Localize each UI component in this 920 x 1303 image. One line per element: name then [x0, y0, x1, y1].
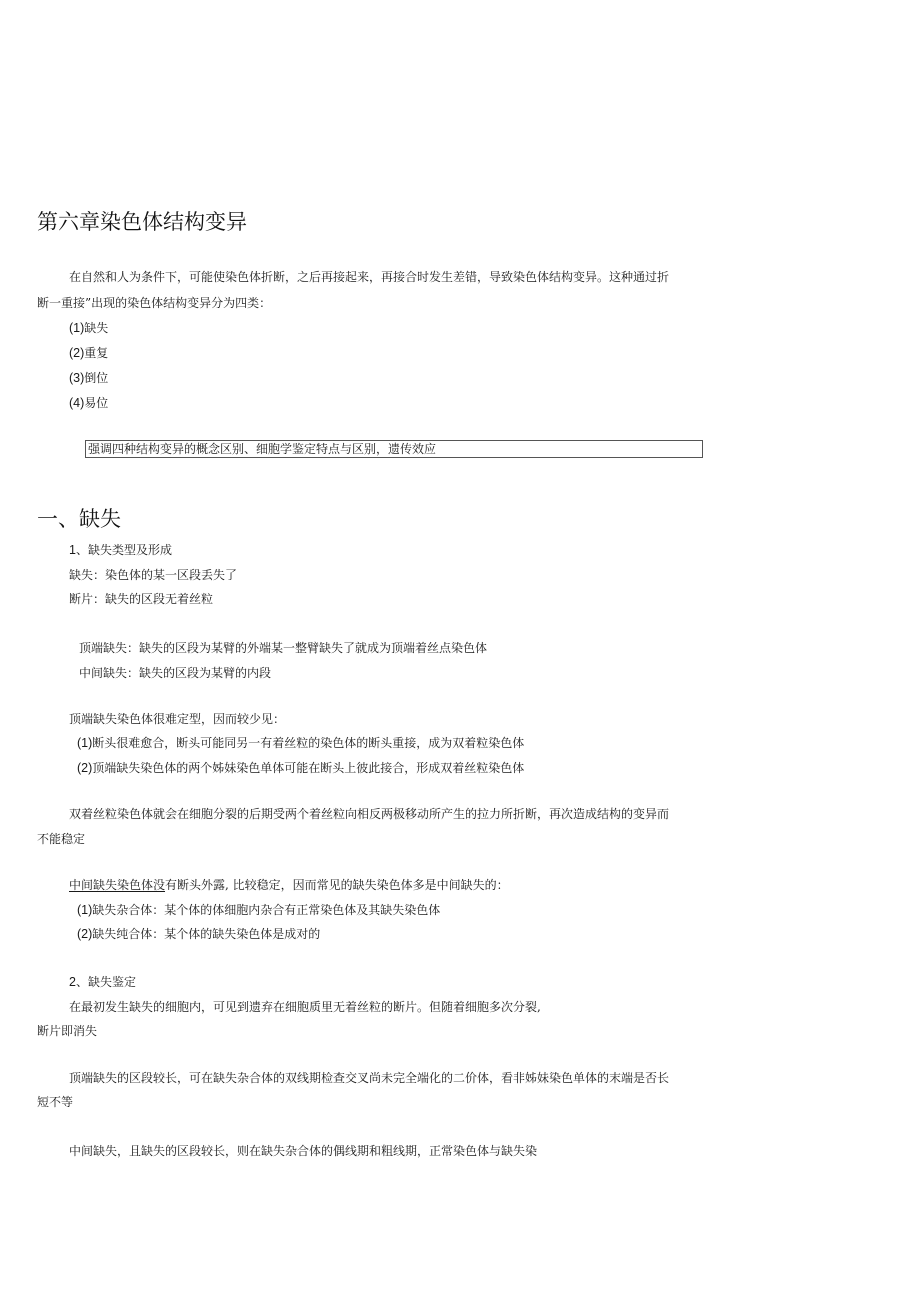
dicentric-line-2: 不能稳定: [37, 832, 86, 846]
dicentric-line-1: 双着丝粒染色体就会在细胞分裂的后期受两个着丝粒向相反两极移动所产生的拉力所折断，再次造成结构的变异而: [69, 807, 670, 821]
type-item-4: (4)易位: [69, 396, 109, 410]
intro-line-2: 断一重接”出现的染色体结构变异分为四类：: [37, 296, 272, 310]
subsection-2-heading: 2、缺失鉴定: [69, 975, 136, 989]
interstitial-deletion-definition: 中间缺失：缺失的区段为某臂的内段: [79, 666, 272, 680]
interstitial-stable-note: 中间缺失染色体没有断头外露, 比较稳定，因而常见的缺失染色体多是中间缺失的：: [69, 878, 509, 892]
unstable-item-2: (2)顶端缺失染色体的两个姊妹染色单体可能在断头上彼此接合，形成双着丝粒染色体: [77, 761, 525, 775]
intro-line-1: 在自然和人为条件下，可能使染色体折断，之后再接起来，再接合时发生差错，导致染色体结构变异。这种通过折: [69, 270, 670, 284]
section-heading-deletion: 一、缺失: [37, 507, 121, 531]
carrier-item-2: (2)缺失纯合体：某个体的缺失染色体是成对的: [77, 927, 321, 941]
subsection-1-heading: 1、缺失类型及形成: [69, 543, 172, 557]
identification-line-2: 断片即消失: [37, 1024, 98, 1038]
interstitial-identification-line: 中间缺失，且缺失的区段较长，则在缺失杂合体的偶线期和粗线期，正常染色体与缺失染: [69, 1144, 538, 1158]
terminal-unstable-note: 顶端缺失染色体很难定型，因而较少见：: [69, 712, 286, 726]
terminal-identification-line-1: 顶端缺失的区段较长，可在缺失杂合体的双线期检查交叉尚未完全端化的二价体，看非姊妹染色单体的末端是否长: [69, 1071, 670, 1085]
unstable-item-1: (1)断头很难愈合，断头可能同另一有着丝粒的染色体的断头重接，成为双着粒染色体: [77, 736, 525, 750]
underlined-phrase: 中间缺失染色体没: [69, 878, 166, 892]
deletion-definition: 缺失：染色体的某一区段丢失了: [69, 568, 238, 582]
type-item-1: (1)缺失: [69, 321, 109, 335]
fragment-definition: 断片：缺失的区段无着丝粒: [69, 592, 214, 606]
identification-line-1: 在最初发生缺失的细胞内，可见到遗弃在细胞质里无着丝粒的断片。但随着细胞多次分裂,: [69, 1000, 541, 1014]
type-item-2: (2)重复: [69, 346, 109, 360]
carrier-item-1: (1)缺失杂合体：某个体的体细胞内杂合有正常染色体及其缺失染色体: [77, 903, 441, 917]
terminal-identification-line-2: 短不等: [37, 1095, 74, 1109]
emphasis-box: 强调四种结构变异的概念区别、细胞学鉴定特点与区别，遗传效应: [85, 440, 703, 458]
page-title: 第六章染色体结构变异: [37, 210, 247, 234]
terminal-deletion-definition: 顶端缺失：缺失的区段为某臂的外端某一整臂缺失了就成为顶端着丝点染色体: [79, 641, 488, 655]
type-item-3: (3)倒位: [69, 371, 109, 385]
